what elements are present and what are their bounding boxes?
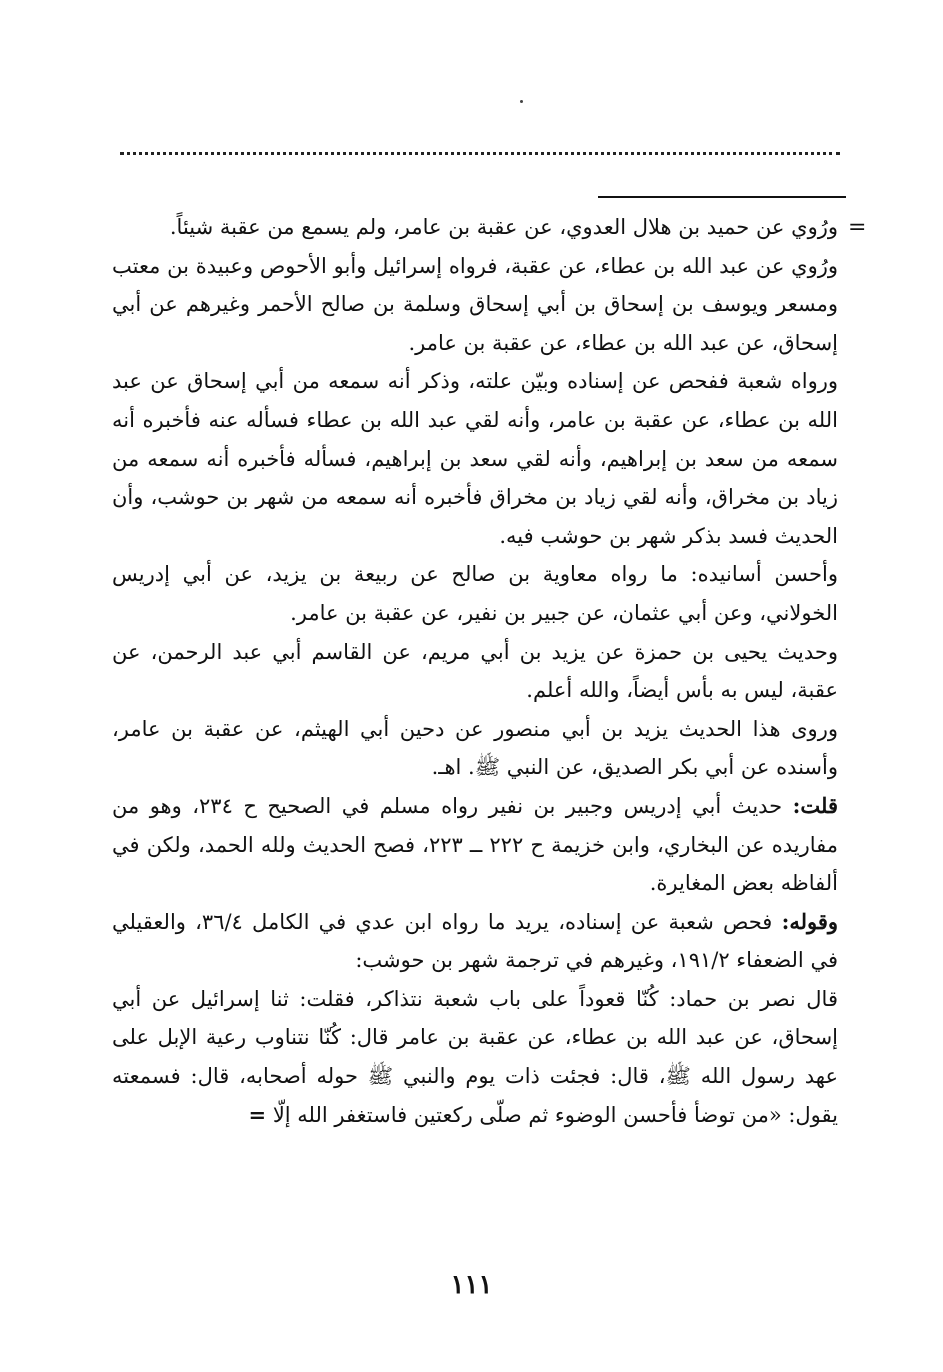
paragraph-text: وأحسن أسانيده: ما رواه معاوية بن صالح عن ربيعة بن يزيد، عن أبي إدريس الخولاني، وعن أبي عثمان، عن جبير بن نفير، عن عقبة بن عامر. bbox=[112, 562, 838, 625]
paragraph bbox=[112, 903, 838, 980]
paragraph bbox=[112, 362, 838, 555]
paragraph-text: حديث أبي إدريس وجبير بن نفير رواه مسلم في الصحيح ح ٢٣٤، وهو من مفاريده عن البخاري، وابن خزيمة ح ٢٢٢ ــ ٢٢٣، فصح الحديث ولله الحمد، ولكن في ألفاظه بعض المغايرة. bbox=[112, 793, 839, 896]
dotted-separator bbox=[120, 152, 840, 155]
page-number: ١١١ bbox=[450, 1270, 493, 1300]
paragraph bbox=[112, 787, 838, 903]
paragraph-text: ورُوي عن حميد بن هلال العدوي، عن عقبة بن عامر، ولم يسمع من عقبة شيئاً. bbox=[169, 215, 838, 239]
top-mark bbox=[520, 100, 523, 103]
paragraph bbox=[112, 247, 838, 363]
paragraph-text: ورواه شعبة ففحص عن إسناده وبيّن علته، وذكر أنه سمعه من أبي إسحاق عن عبد الله بن عطاء، عن عقبة بن عامر، وأنه لقي عبد الله بن عطاء فسأله عنه فأخبره أنه سمعه من سعد بن إبراهيم، وأنه لقي سعد بن إبراهيم، فسأله فأخبره أنه سمعه من زياد بن مخراق، وأنه لقي زياد بن مخراق فأخبره أنه سمعه من شهر بن حوشب، وأن الحديث فسد بذكر شهر بن حوشب فيه. bbox=[112, 369, 838, 548]
paragraph-text: وحديث يحيى بن حمزة عن يزيد بن أبي مريم، عن القاسم أبي عبد الرحمن، عن عقبة، ليس به بأس أيضاً، والله أعلم. bbox=[112, 639, 838, 703]
paragraph-lead: قلت: bbox=[792, 792, 839, 818]
continuation-mark-bottom: = bbox=[248, 1101, 267, 1127]
page-body bbox=[112, 208, 838, 1134]
paragraph-text: فحص شعبة عن إسناده، يريد ما رواه ابن عدي في الكامل ٣٦/٤، والعقيلي في الضعفاء ١٩١/٢، وغيرهم في ترجمة شهر بن حوشب: bbox=[112, 909, 838, 973]
paragraph bbox=[112, 555, 838, 632]
continuation-mark-top: = bbox=[848, 215, 867, 240]
paragraph bbox=[112, 710, 838, 787]
paragraph-text: ورُوي عن عبد الله بن عطاء، عن عقبة، فرواه إسرائيل وأبو الأحوص وعبيدة بن معتب ومسعر ويوسف بن إسحاق بن أبي إسحاق وسلمة بن صالح الأحمر وغيرهم عن أبي إسحاق، عن عبد الله بن عطاء، عن عقبة بن عامر. bbox=[112, 253, 838, 355]
paragraph bbox=[112, 208, 838, 247]
footnote-rule bbox=[598, 196, 846, 198]
paragraph-text: وروى هذا الحديث يزيد بن أبي منصور عن دحين أبي الهيثم، عن عقبة بن عامر، وأسنده عن أبي بكر الصديق، عن النبي ﷺ. اهـ. bbox=[112, 716, 838, 780]
paragraph-lead: وقوله: bbox=[781, 908, 838, 934]
paragraph-text: قال نصر بن حماد: كُنّا قعوداً على باب شعبة نتذاكر، فقلت: ثنا إسرائيل عن أبي إسحاق، عن عبد الله بن عطاء، عن عقبة بن عامر قال: كُنّا نتناوب رعية الإبل على عهد رسول الله ﷺ، قال: فجئت ذات يوم والنبي ﷺ حوله أصحابه، قال: فسمعته يقول: «من توضأ فأحسن الوضوء ثم صلّى ركعتين فاستغفر الله إلّا bbox=[112, 986, 838, 1127]
paragraph bbox=[112, 633, 838, 710]
paragraph bbox=[112, 980, 838, 1134]
